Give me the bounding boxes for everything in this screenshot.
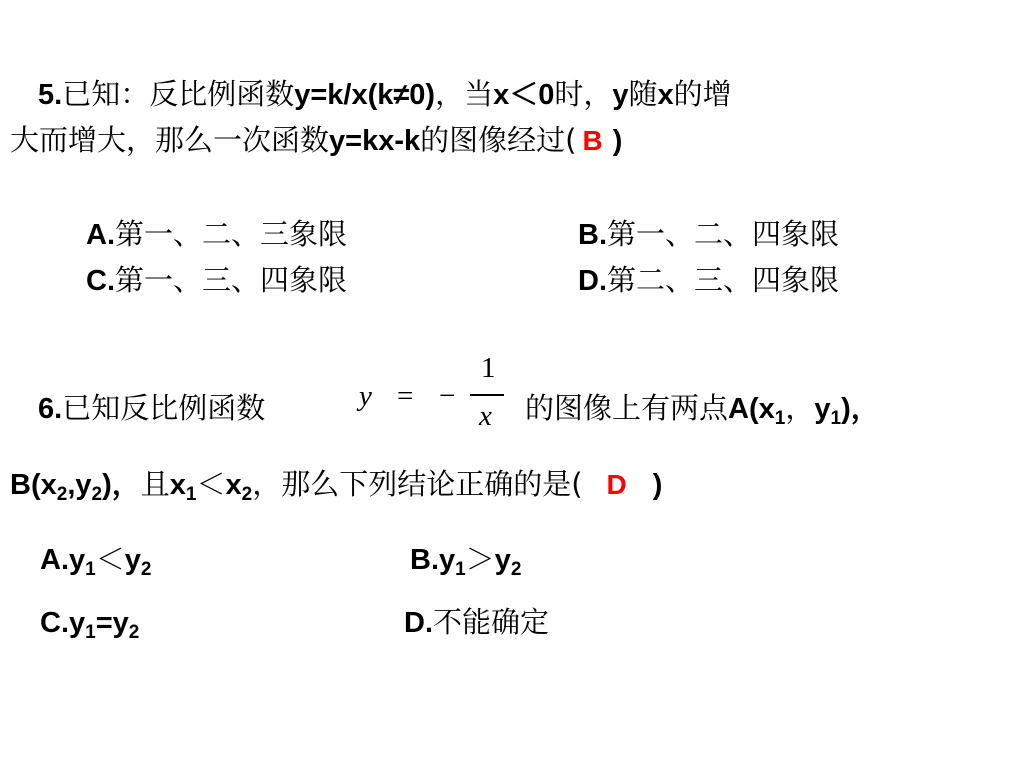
q6-text: )，: [841, 393, 880, 425]
q5-option-d: [578, 263, 840, 297]
q5-variable-y: y: [612, 79, 629, 111]
option-y: y: [112, 607, 129, 639]
q6-close-paren: ): [652, 469, 663, 501]
subscript: 1: [774, 408, 786, 429]
q5-text: 随: [628, 77, 658, 111]
formula-y: y: [359, 380, 372, 412]
q5-option-a: [86, 217, 348, 251]
q6-option-d: [404, 605, 550, 639]
option-equals: =: [95, 607, 113, 639]
option-letter: D.: [578, 265, 607, 297]
q6-text: 已知反比例函数: [62, 391, 266, 425]
q6-text: 且: [140, 467, 170, 501]
q6-point-a-y: y: [814, 393, 831, 425]
option-letter: C.: [40, 607, 69, 639]
q5-text: 的增: [673, 77, 732, 111]
q6-line-1-start: [38, 391, 266, 425]
q5-answer: B: [582, 125, 603, 156]
q6-x2: x: [225, 469, 242, 501]
q5-close-paren: ): [612, 125, 623, 157]
subscript: 2: [56, 484, 68, 505]
option-y: y: [69, 607, 86, 639]
q5-text: 大而增大，那么一次函数: [10, 123, 330, 157]
subscript: 2: [140, 559, 152, 580]
subscript: 2: [510, 559, 522, 580]
q6-x1: x: [169, 469, 186, 501]
subscript: 2: [128, 622, 140, 643]
q5-option-b: [578, 217, 840, 251]
q6-text: ，: [785, 391, 815, 425]
option-greater-than: ＞: [465, 542, 495, 576]
q5-linear-formula: y=kx-k: [329, 125, 421, 157]
option-text: 第一、二、三象限: [115, 217, 348, 251]
q5-option-c: [86, 263, 348, 297]
option-text: 不能确定: [433, 605, 550, 639]
option-letter: A.: [86, 219, 115, 251]
subscript: 2: [91, 484, 103, 505]
q5-text: ，当: [435, 77, 494, 111]
option-letter: C.: [86, 265, 115, 297]
subscript: 1: [455, 559, 466, 580]
formula-equals: =: [397, 380, 414, 412]
subscript: 2: [241, 484, 253, 505]
q5-function-formula: y=k/x(k≠0): [294, 79, 436, 111]
q6-point-b-sep: ,y: [67, 469, 92, 501]
q6-option-c: [40, 607, 140, 643]
subscript: 1: [830, 408, 842, 429]
q6-text: )，: [102, 469, 141, 501]
q6-option-a: [40, 542, 152, 580]
q6-less-than: ＜: [196, 467, 226, 501]
option-y: y: [124, 544, 141, 576]
formula-minus: −: [439, 380, 456, 412]
q6-point-b: B(x: [10, 469, 57, 501]
option-letter: B.: [410, 544, 439, 576]
q6-point-a: A(x: [728, 393, 775, 425]
q5-variable-x: x: [657, 79, 674, 111]
option-letter: D.: [404, 607, 433, 639]
q6-formula: [357, 352, 517, 432]
fraction-bar: [470, 394, 504, 396]
subscript: 1: [85, 622, 96, 643]
option-text: 第二、三、四象限: [607, 263, 840, 297]
option-letter: B.: [578, 219, 607, 251]
q6-text: 的图像上有两点: [525, 391, 729, 425]
option-letter: A.: [40, 544, 69, 576]
q5-text: 时，: [554, 77, 613, 111]
q6-answer: D: [606, 469, 627, 500]
option-text: 第一、二、四象限: [607, 217, 840, 251]
q6-line-2: [10, 467, 663, 505]
q6-number: 6.: [38, 393, 63, 425]
option-y: y: [439, 544, 456, 576]
q6-option-b: [410, 542, 522, 580]
formula-numerator: 1: [481, 352, 496, 384]
q5-line-2: [10, 123, 623, 157]
subscript: 1: [85, 559, 96, 580]
formula-denominator: x: [479, 400, 492, 432]
subscript: 1: [185, 484, 197, 505]
q5-number: 5.: [38, 79, 63, 111]
option-y: y: [494, 544, 511, 576]
q5-condition: x＜0: [493, 79, 555, 111]
option-y: y: [69, 544, 86, 576]
q5-text: 已知：反比例函数: [62, 77, 295, 111]
q5-line-1: [38, 77, 732, 111]
q5-text: 的图像经过(: [420, 123, 577, 157]
option-less-than: ＜: [95, 542, 125, 576]
q6-text: ，那么下列结论正确的是(: [252, 467, 583, 501]
option-text: 第一、三、四象限: [115, 263, 348, 297]
q6-line-1-end: [525, 391, 880, 429]
